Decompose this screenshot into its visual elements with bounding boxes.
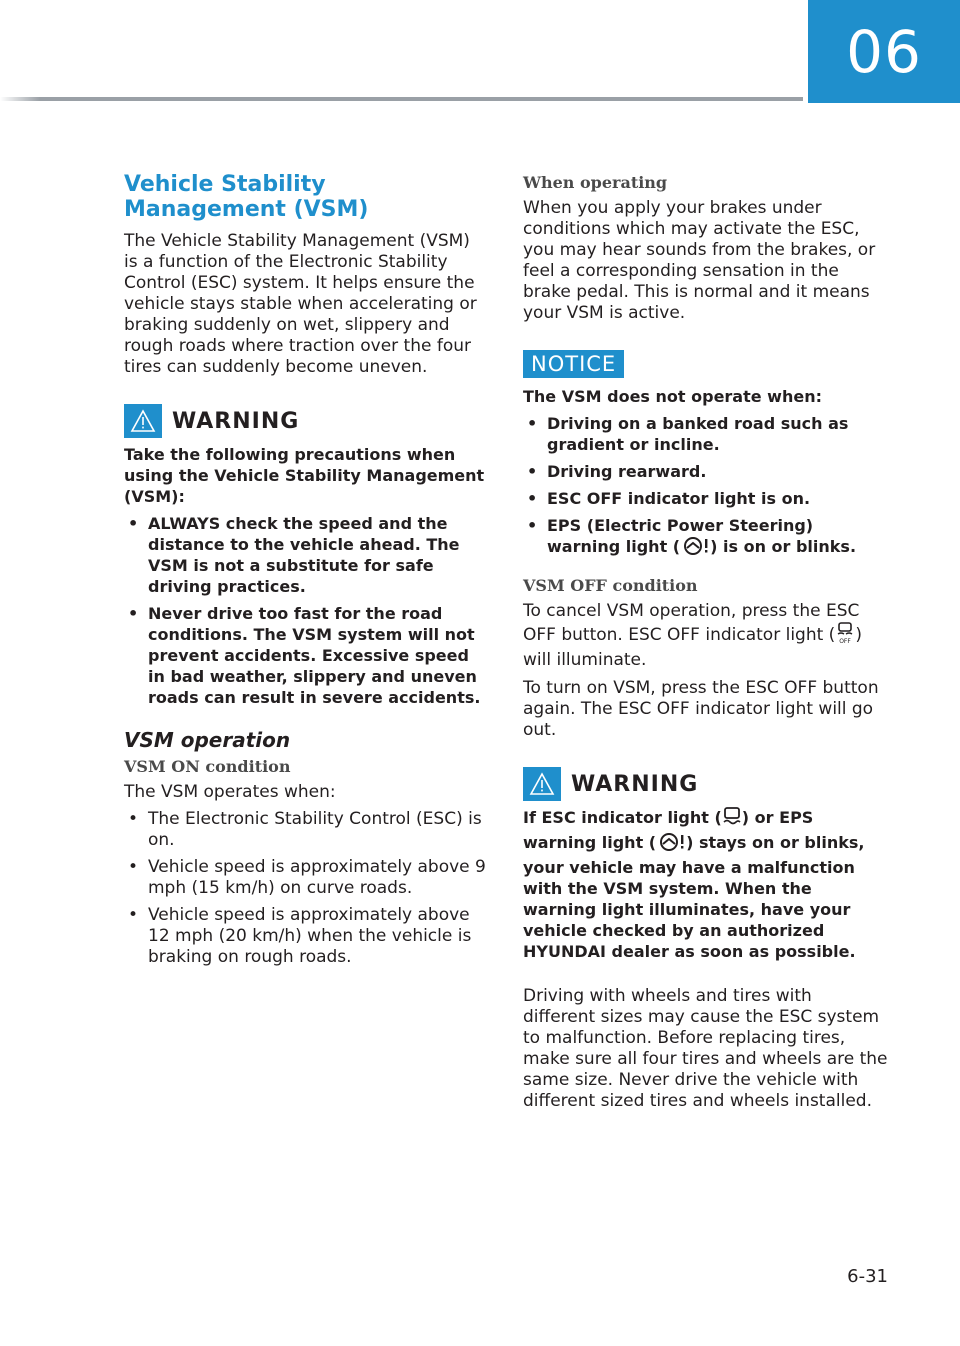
off-condition-title: VSM OFF condition: [523, 576, 698, 595]
warning-list: [124, 513, 486, 708]
header-rule: [0, 97, 803, 101]
on-condition-title: VSM ON condition: [124, 757, 291, 776]
on-condition-list: [124, 809, 486, 968]
operation-title: VSM operation: [124, 728, 291, 752]
list-item: • ALWAYS check the speed and the distance to the vehicle ahead. The VSM is not a substitute for safe driving practices.: [124, 513, 486, 597]
warning-triangle-icon: [523, 767, 561, 801]
notice-item4-start: EPS (Electric Power Steering) warning light (: [547, 516, 814, 556]
warning-label: WARNING: [172, 408, 300, 434]
warning-text-c: ) stays on or blinks, your vehicle may have a malfunction with the VSM system. When the warning light illuminates, have your vehicle checked by an authorized HYUNDAI dealer as soon as possible.: [523, 833, 865, 961]
svg-text:OFF: OFF: [839, 638, 852, 644]
header-rule-fade: [0, 97, 40, 101]
esc-indicator-icon: [722, 807, 742, 832]
warning-triangle-icon: [124, 404, 162, 438]
warning-text-b: ) or EPS warning light (: [523, 808, 814, 852]
notice-badge: NOTICE: [523, 350, 624, 378]
notice-item4-end: ) is on or blinks.: [710, 537, 857, 556]
left-column: [124, 172, 486, 974]
list-item: • Driving on a banked road such as gradient or incline.: [523, 413, 888, 455]
list-item: • Never drive too fast for the road conditions. The VSM system will not prevent accidents. Excessive speed in bad weather, slippery and uneven roads can result in severe accidents.: [124, 603, 486, 708]
warning-label: WARNING: [571, 771, 699, 797]
warning-intro: Take the following precautions when using the Vehicle Stability Management (VSM):: [124, 445, 485, 506]
list-item: • Driving rearward.: [523, 461, 888, 482]
warning-text: [523, 807, 888, 962]
list-item: • The Electronic Stability Control (ESC) is on.: [124, 809, 486, 851]
warning-text-a: If ESC indicator light (: [523, 808, 722, 827]
closing-paragraph: Driving with wheels and tires with different sizes may cause the ESC system to malfunction. Before replacing tires, make sure all four tires and wheels are the same size. Never drive the vehicle with different sized tires and wheels installed.: [523, 986, 888, 1111]
page-number: 6-31: [847, 1266, 888, 1287]
warning-header-right: [523, 767, 888, 801]
off-condition-text2: To turn on VSM, press the ESC OFF button again. The ESC OFF indicator light will go out.: [523, 678, 879, 740]
off-text1-start: To cancel VSM operation, press the ESC OFF button. ESC OFF indicator light (: [523, 601, 860, 645]
chapter-tab: [808, 0, 960, 103]
list-item: • ESC OFF indicator light is on.: [523, 488, 888, 509]
eps-warning-icon: [680, 536, 710, 561]
list-item: [523, 515, 888, 561]
eps-warning-icon: [656, 832, 686, 857]
notice-intro: The VSM does not operate when:: [523, 387, 822, 406]
when-operating-title: When operating: [523, 173, 668, 192]
warning-header: [124, 404, 486, 438]
on-condition-intro: The VSM operates when:: [124, 782, 336, 802]
notice-list: [523, 413, 888, 561]
off-text1-end: ) will illuminate.: [523, 625, 862, 670]
chapter-number: 06: [846, 17, 922, 86]
esc-off-indicator-icon: [835, 622, 855, 650]
intro-paragraph: The Vehicle Stability Management (VSM) is a function of the Electronic Stability Control (ESC) system. It helps ensure the vehicle stays stable when accelerating or braking suddenly on wet, slippery and rough roads where traction over the four tires can suddenly become uneven.: [124, 231, 477, 377]
off-condition-text1: [523, 601, 888, 671]
right-column: [523, 172, 888, 1112]
list-item: • Vehicle speed is approximately above 9 mph (15 km/h) on curve roads.: [124, 857, 486, 899]
list-item: • Vehicle speed is approximately above 12 mph (20 km/h) when the vehicle is braking on rough roads.: [124, 905, 486, 968]
when-operating-text: When you apply your brakes under conditions which may activate the ESC, you may hear sounds from the brakes, or feel a corresponding sensation in the brake pedal. This is normal and it means your VSM is active.: [523, 198, 876, 323]
section-title: Vehicle Stability Management (VSM): [124, 172, 369, 222]
